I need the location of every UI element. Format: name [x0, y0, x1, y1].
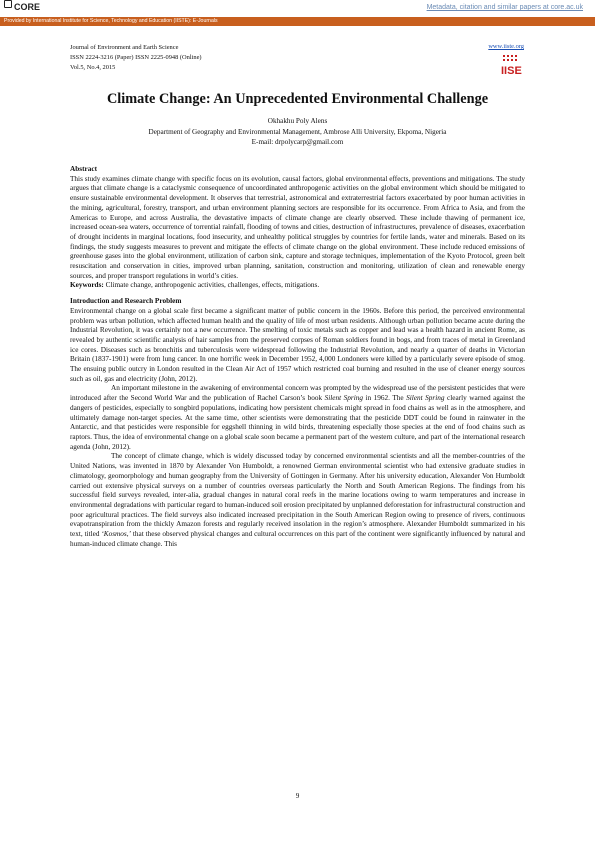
- keywords-text: Climate change, anthropogenic activities, challenges, effects, mitigations.: [105, 281, 320, 290]
- core-metadata-link[interactable]: Metadata, citation and similar papers at core.ac.uk: [426, 4, 583, 11]
- core-logo[interactable]: [4, 2, 40, 12]
- journal-website-link[interactable]: www.iiste.org: [488, 43, 524, 50]
- text-title-kosmos: ‘Kosmos,’: [101, 530, 131, 539]
- journal-issn: ISSN 2224-3216 (Paper) ISSN 2225-0948 (Online): [70, 53, 202, 61]
- page-number: 9: [295, 792, 300, 800]
- intro-paragraph-1: Environmental change on a global scale first became a significant matter of public concern in the 1960s. Before this period, the perceived environmental problem was urban pollution, which affected human health and the quality of life of most urban residents. Although urban pollution became acute during the Industrial Revolution, it was certainly not a new occurrence. The smelting of toxic metals such as copper and lead was a health hazard in ancient Rome, as revealed by authentic scientific analysis of hair samples from the preserved corpses of Roman soldiers found in bogs, and from traces of metal in Greenland ice cores. Diseases such as bronchitis and tuberculosis were widespread following the Industrial Revolution, and nearly a quarter of deaths in Victorian Britain (1837-1901) were from lung cancer. In one horrific week in December 1952, 4,000 Londoners were killed by a particularly severe episode of smog. The ensuing public outcry in London resulted in the Clean Air Act of 1957 which restricted coal burning and resulted in the use of cleaner energy sources such as oil, gas and electricity (John, 2012).: [70, 306, 525, 383]
- journal-volume: Vol.5, No.4, 2015: [70, 63, 116, 71]
- core-logo-icon: [4, 0, 12, 8]
- author-name: Okhakhu Poly Alens: [267, 117, 328, 125]
- intro-paragraph-3: The concept of climate change, which is widely discussed today by concerned environmental scientists and all the member-countries of the United Nations, was invented in 1870 by Alexander Von Humboldt, a renowned German environmental scientist who had extensive graduate studies in climatology, geomorphology and human geography from the University of Gottingen in Germany. After his university education, Alexander Von Humboldt carried out extensive physical surveys on a number of countries overseas particularly the North and South American Regions. The findings from his successful field surveys revealed, inter-alia, gradual changes in natural coral reefs in the marine locations owing to warm temperatures and increase in environmental degradations with particular regard to human-induced soil erosion precipitated by unplanned deforestation for infrastructural construction and poor agricultural practices. The field surveys also indicated increased precipitation in the South American Region owing to presence of rivers, continuous evapotranspiration from the thickly Amazon forests and regularly received insolation in the region’s atmosphere. Alexander Humboldt summarized in his text, titled ‘Kosmos,’ that these observed physical changes and cultural occurrences on this part of the continent were significantly influenced by natural and human-induced climate change. This: [70, 452, 525, 548]
- keywords-label: Keywords:: [70, 281, 104, 290]
- intro-paragraph-2: An important milestone in the awakening of environmental concern was prompted by the widespread use of the persistent pesticides that were introduced after the Second World War and the publication of Rachel Carson’s book Silent Spring in 1962. The Silent Spring clearly warned against the dangers of pesticides, especially to songbird populations, indicating how persistent chemicals might spread in food chains as well as in the atmosphere, and ultimately damage non-target species. At the same time, other scientists were demonstrating that the pesticide DDT could be found in rainwater in the Antarctic, and that pesticides were responsible for eggshell thinning in wild birds, threatening especially those species at the end of food chains such as raptors. Thus, the idea of environmental change on a global scale soon became a permanent part of the western culture, and part of the international research agenda (John, 2012).: [70, 384, 525, 451]
- svg-text:IISE: IISE: [501, 65, 522, 77]
- book-title-silent-spring-2: Silent Spring: [406, 394, 445, 403]
- provided-by-text: Provided by International Institute for Science, Technology and Education (IISTE): E-Journals: [4, 18, 218, 24]
- paper-body: [70, 165, 525, 549]
- core-logo-text: CORE: [14, 2, 41, 12]
- intro-heading: Introduction and Research Problem: [70, 297, 182, 306]
- author-email: E-mail: drpolycarp@gmail.com: [251, 138, 344, 147]
- abstract-heading: Abstract: [70, 165, 97, 173]
- provided-by-bar: [0, 17, 595, 26]
- author-affiliation: Department of Geography and Environmental Management, Ambrose Alli University, Ekpoma, Nigeria: [148, 127, 447, 136]
- book-title-silent-spring: Silent Spring: [324, 394, 364, 403]
- journal-name: Journal of Environment and Earth Science: [70, 44, 179, 51]
- paper-title: Climate Change: An Unprecedented Environmental Challenge: [106, 91, 489, 107]
- abstract-text: This study examines climate change with specific focus on its evolution, causal factors, global environmental effects, preventions and mitigations. The study argues that climate change is a cataclysmic consequence of uncoordinated anthropogenic activities on the global environment which should be mitigated to ensure sustainable environmental development. It observes that terrestrial, astronomical and extraterrestrial factors exacerbated by poor human activities in the mining, agricultural, forestry, transport, and urban environment planning sectors are responsible for its occurrence. From Africa to Asia, and from the Americas to Europe, and across Australia, the devastative impacts of climate change are clearly observed. These include thawing of permanent ice, increased ocean-sea waters, occurrence of torrential rainfall, flooding of towns and cities, destruction of infrastructures, prevalence of diseases, exacerbation of drought incidents in marginal locations, food insecurity, and unhealthy political struggles by countries for fertile lands, water and minerals. Based on its findings, the study suggests measures to prevent and mitigate the effects of climate change on the global environment. These include reduced emissions of greenhouse gases into the global environment, utilization of carbon sink, capture and storage techniques, implementation of the Kyoto Protocol, green belt resuscitation and conservation in cities, improved urban planning, sanitation, construction and monitoring, utilization of clean and renewable energy sources, and proper transport regulations in world’s cities.: [70, 174, 525, 280]
- keywords-line: [70, 281, 525, 291]
- author-block: [70, 116, 525, 148]
- journal-info: [70, 43, 202, 72]
- iiste-logo-icon: [500, 54, 526, 78]
- core-banner: [0, 0, 595, 18]
